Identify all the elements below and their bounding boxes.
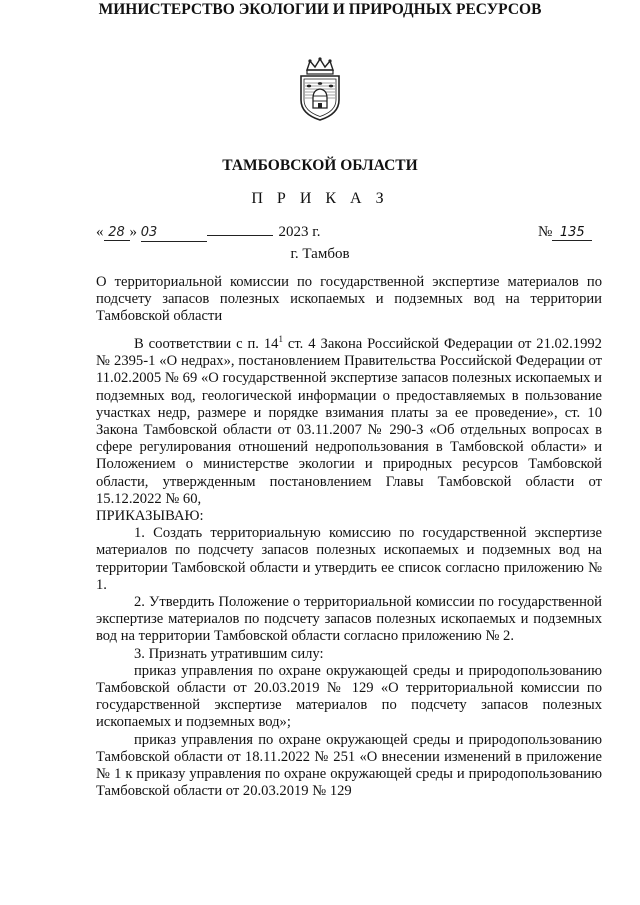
document-subject: О территориальной комиссии по государственной экспертизе материалов по подсчету запасов полезных ископаемых и подземных вод на территории Тамбовской области — [96, 274, 602, 324]
date-close-quote: » — [129, 224, 137, 240]
document-city: г. Тамбов — [290, 246, 350, 262]
order-item-1: 1. Создать территориальную комиссию по государственной экспертизе материалов по подсчету запасов полезных ископаемых и подземных вод на территории Тамбовской области и утвердить ее список согласно приложению № 1. — [96, 525, 602, 593]
number-value: 135 — [552, 225, 592, 241]
order-item-3b: приказ управления по охране окружающей среды и природопользованию Тамбовской области от 18.11.2022 № 251 «О внесении изменений в приложение № 1 к приказу управления по охране окружающей среды и природопользованию Тамбовской области от 20.03.2019 № 129 — [96, 731, 602, 800]
ministry-name-line2: ТАМБОВСКОЙ ОБЛАСТИ — [222, 157, 418, 174]
date-open-quote: « — [96, 224, 104, 240]
order-word: ПРИКАЗЫВАЮ: — [96, 508, 204, 525]
number-label: № — [538, 224, 553, 240]
ministry-name-line1: МИНИСТЕРСТВО ЭКОЛОГИИ И ПРИРОДНЫХ РЕСУРСОВ — [98, 1, 542, 18]
preamble-text-start: В соответствии с п. 14 — [134, 336, 279, 352]
document-date — [96, 224, 320, 242]
date-year: 2023 г. — [278, 224, 321, 240]
document-number — [538, 224, 592, 241]
document-type-title: П Р И К А З — [251, 190, 389, 207]
order-item-3a: приказ управления по охране окружающей среды и природопользованию Тамбовской области от 20.03.2019 № 129 «О территориальной комиссии по государственной экспертизе материалов по подсчету запасов полезных ископаемых и подземных вод»; — [96, 662, 602, 731]
preamble-paragraph — [96, 336, 602, 508]
date-month: 03 — [140, 225, 158, 240]
order-item-3: 3. Признать утратившим силу: — [134, 645, 324, 662]
preamble-superscript: 1 — [278, 334, 283, 345]
preamble-text-rest: ст. 4 Закона Российской Федерации от 21.02.1992 № 2395-1 «О недрах», постановлением Правительства Российской Федерации от 11.02.2005 № 69 «О государственной экспертизе запасов полезных ископаемых и подземных вод, геологической информации о предоставляемых в пользование участках недр, размере и порядке взимания платы за ее проведение», ст. 10 Закона Тамбовской области от 03.11.2007 № 290-З «Об отдельных вопросах в сфере регулирования отношений недропользования в Тамбовской области» и Положением о министерстве экологии и природных ресурсов Тамбовской области, утвержденным постановлением Главы Тамбовской области от 15.12.2022 № 60, — [96, 336, 602, 507]
date-day: 28 — [104, 225, 130, 241]
document-body — [96, 336, 602, 800]
order-item-2: 2. Утвердить Положение о территориальной комиссии по государственной экспертизе материалов по подсчету запасов полезных ископаемых и подземных вод на территории Тамбовской области согласно приложению № 2. — [96, 594, 602, 645]
date-month-field — [141, 224, 207, 242]
coat-of-arms-icon — [293, 56, 347, 122]
date-blank-line — [207, 235, 273, 236]
